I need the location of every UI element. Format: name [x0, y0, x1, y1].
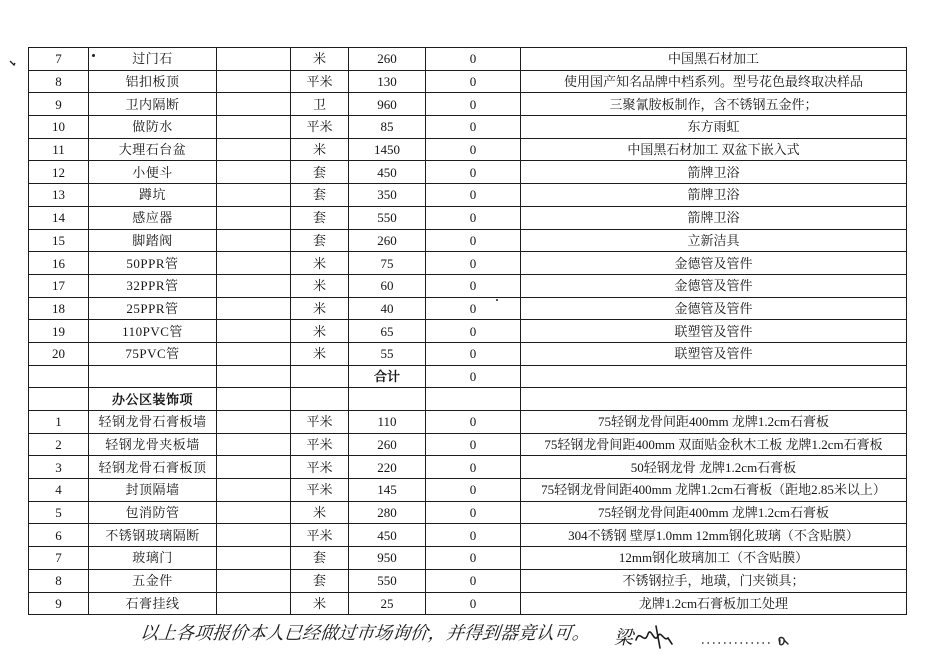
items-upper — [29, 48, 907, 366]
unit-price: 60 — [349, 274, 426, 297]
quantity — [426, 388, 521, 411]
unit: 米 — [291, 297, 349, 320]
unit-price: 220 — [349, 456, 426, 479]
item-name: 卫内隔断 — [89, 93, 217, 116]
unit-price: 280 — [349, 501, 426, 524]
table-row — [29, 411, 907, 434]
unit — [291, 388, 349, 411]
quantity: 0 — [426, 320, 521, 343]
remark: 304不锈钢 壁厚1.0mm 12mm钢化玻璃（不含贴膜） — [521, 524, 907, 547]
spec-cell — [217, 70, 291, 93]
table-row — [29, 161, 907, 184]
spec-cell — [217, 320, 291, 343]
table-row — [29, 93, 907, 116]
row-number: 7 — [29, 547, 89, 570]
remark: 立新洁具 — [521, 229, 907, 252]
unit: 套 — [291, 547, 349, 570]
quantity: 0 — [426, 93, 521, 116]
row-number — [29, 365, 89, 388]
row-number — [29, 388, 89, 411]
unit-price: 260 — [349, 48, 426, 71]
row-number: 5 — [29, 501, 89, 524]
item-name: 感应器 — [89, 206, 217, 229]
remark: 50轻钢龙骨 龙牌1.2cm石膏板 — [521, 456, 907, 479]
spec-cell — [217, 93, 291, 116]
unit: 米 — [291, 274, 349, 297]
spec-cell — [217, 479, 291, 502]
remark: 12mm钢化玻璃加工（不含贴膜） — [521, 547, 907, 570]
remark: 联塑管及管件 — [521, 342, 907, 365]
item-name: 25PPR管 — [89, 297, 217, 320]
item-name: 脚踏阀 — [89, 229, 217, 252]
unit: 平米 — [291, 70, 349, 93]
remark: 75轻钢龙骨间距400mm 龙牌1.2cm石膏板（距地2.85米以上） — [521, 479, 907, 502]
spec-cell — [217, 388, 291, 411]
item-name: 包消防管 — [89, 501, 217, 524]
row-number: 12 — [29, 161, 89, 184]
row-number: 17 — [29, 274, 89, 297]
quantity: 0 — [426, 184, 521, 207]
remark: 75轻钢龙骨间距400mm 龙牌1.2cm石膏板 — [521, 411, 907, 434]
remark: 中国黑石材加工 — [521, 48, 907, 71]
items-office — [29, 411, 907, 615]
signature-text: 梁 — [614, 627, 634, 649]
unit: 米 — [291, 342, 349, 365]
table-row — [29, 252, 907, 275]
table-row — [29, 342, 907, 365]
spec-cell — [217, 592, 291, 615]
quantity: 0 — [426, 116, 521, 139]
row-number: 9 — [29, 93, 89, 116]
table-row — [29, 70, 907, 93]
row-number: 8 — [29, 70, 89, 93]
row-number: 7 — [29, 48, 89, 71]
unit-price: 350 — [349, 184, 426, 207]
remark: 联塑管及管件 — [521, 320, 907, 343]
quantity: 0 — [426, 524, 521, 547]
remark: 东方雨虹 — [521, 116, 907, 139]
table-row — [29, 433, 907, 456]
signature-scribble — [636, 626, 672, 648]
unit-price: 1450 — [349, 138, 426, 161]
item-name: 铝扣板顶 — [89, 70, 217, 93]
remark — [521, 365, 907, 388]
unit-price: 110 — [349, 411, 426, 434]
unit: 套 — [291, 184, 349, 207]
quantity: 0 — [426, 479, 521, 502]
table-row — [29, 547, 907, 570]
unit: 套 — [291, 569, 349, 592]
item-name: 封顶隔墙 — [89, 479, 217, 502]
subtotal-label: 合计 — [349, 365, 426, 388]
unit-price: 450 — [349, 161, 426, 184]
unit: 平米 — [291, 456, 349, 479]
spec-cell — [217, 229, 291, 252]
spec-cell — [217, 569, 291, 592]
item-name: 五金件 — [89, 569, 217, 592]
unit-price: 145 — [349, 479, 426, 502]
table-row — [29, 274, 907, 297]
unit: 套 — [291, 229, 349, 252]
quantity: 0 — [426, 411, 521, 434]
item-name: 轻钢龙骨石膏板顶 — [89, 456, 217, 479]
remark: 75轻钢龙骨间距400mm 双面贴金秋木工板 龙牌1.2cm石膏板 — [521, 433, 907, 456]
item-name: 大理石台盆 — [89, 138, 217, 161]
remark: 箭牌卫浴 — [521, 161, 907, 184]
unit: 平米 — [291, 116, 349, 139]
handwritten-note: 以上各项报价本人已经做过市场询价，并得到器竟认可。 — [138, 623, 592, 644]
spec-cell — [217, 342, 291, 365]
item-name: 玻璃门 — [89, 547, 217, 570]
table-row — [29, 320, 907, 343]
pen-trail-mark — [700, 628, 800, 650]
subtotal-quantity: 0 — [426, 365, 521, 388]
spec-cell — [217, 206, 291, 229]
spec-cell — [217, 48, 291, 71]
table-row — [29, 524, 907, 547]
signature — [612, 620, 684, 654]
quantity: 0 — [426, 70, 521, 93]
unit-price: 40 — [349, 297, 426, 320]
spec-cell — [217, 161, 291, 184]
spec-cell — [217, 252, 291, 275]
row-number: 4 — [29, 479, 89, 502]
unit: 米 — [291, 592, 349, 615]
remark: 箭牌卫浴 — [521, 184, 907, 207]
spec-cell — [217, 138, 291, 161]
item-name: 做防水 — [89, 116, 217, 139]
item-name: 110PVC管 — [89, 320, 217, 343]
quantity: 0 — [426, 501, 521, 524]
unit-price: 65 — [349, 320, 426, 343]
unit-price: 450 — [349, 524, 426, 547]
remark: 箭牌卫浴 — [521, 206, 907, 229]
item-name: 轻钢龙骨石膏板墙 — [89, 411, 217, 434]
quantity: 0 — [426, 252, 521, 275]
subtotal-row — [29, 365, 907, 388]
quantity: 0 — [426, 229, 521, 252]
quantity: 0 — [426, 297, 521, 320]
unit: 平米 — [291, 479, 349, 502]
row-number: 20 — [29, 342, 89, 365]
unit-price: 75 — [349, 252, 426, 275]
row-number: 13 — [29, 184, 89, 207]
unit-price: 55 — [349, 342, 426, 365]
unit: 平米 — [291, 433, 349, 456]
quantity: 0 — [426, 138, 521, 161]
item-name: 过门石 — [89, 48, 217, 71]
quote-table — [28, 47, 907, 615]
unit-price: 25 — [349, 592, 426, 615]
row-number: 3 — [29, 456, 89, 479]
table-row — [29, 229, 907, 252]
quantity: 0 — [426, 274, 521, 297]
unit-price: 85 — [349, 116, 426, 139]
unit: 平米 — [291, 524, 349, 547]
unit-price: 260 — [349, 229, 426, 252]
unit-price: 550 — [349, 569, 426, 592]
row-number: 10 — [29, 116, 89, 139]
remark: 金德管及管件 — [521, 297, 907, 320]
item-name: 石膏挂线 — [89, 592, 217, 615]
quantity: 0 — [426, 569, 521, 592]
unit: 米 — [291, 138, 349, 161]
table-row — [29, 456, 907, 479]
row-number: 6 — [29, 524, 89, 547]
row-number: 15 — [29, 229, 89, 252]
row-number: 1 — [29, 411, 89, 434]
remark: 不锈钢拉手，地璜，门夹锁具； — [521, 569, 907, 592]
spec-cell — [217, 297, 291, 320]
unit-price: 960 — [349, 93, 426, 116]
remark: 中国黑石材加工 双盆下嵌入式 — [521, 138, 907, 161]
spec-cell — [217, 433, 291, 456]
spec-cell — [217, 274, 291, 297]
remark: 三聚氰胺板制作，含不锈钢五金件； — [521, 93, 907, 116]
item-name: 小便斗 — [89, 161, 217, 184]
table-row — [29, 206, 907, 229]
unit-price: 260 — [349, 433, 426, 456]
spec-cell — [217, 524, 291, 547]
item-name: 50PPR管 — [89, 252, 217, 275]
quantity: 0 — [426, 48, 521, 71]
scan-mark-icon — [8, 55, 18, 73]
remark: 使用国产知名品牌中档系列。型号花色最终取决样品 — [521, 70, 907, 93]
row-number: 16 — [29, 252, 89, 275]
quantity: 0 — [426, 547, 521, 570]
row-number: 14 — [29, 206, 89, 229]
unit-price: 550 — [349, 206, 426, 229]
quantity: 0 — [426, 342, 521, 365]
table-row — [29, 569, 907, 592]
spec-cell — [217, 547, 291, 570]
item-name: 轻钢龙骨夹板墙 — [89, 433, 217, 456]
row-number: 9 — [29, 592, 89, 615]
table-row — [29, 48, 907, 71]
remark — [521, 388, 907, 411]
unit: 米 — [291, 501, 349, 524]
table-row — [29, 592, 907, 615]
table-row — [29, 184, 907, 207]
quantity: 0 — [426, 161, 521, 184]
item-name: 32PPR管 — [89, 274, 217, 297]
table-row — [29, 479, 907, 502]
unit: 米 — [291, 48, 349, 71]
table-row — [29, 116, 907, 139]
row-number: 11 — [29, 138, 89, 161]
spec-cell — [217, 184, 291, 207]
unit: 平米 — [291, 411, 349, 434]
unit — [291, 365, 349, 388]
section-title: 办公区装饰项 — [89, 388, 217, 411]
unit: 套 — [291, 161, 349, 184]
unit-price — [349, 388, 426, 411]
unit: 套 — [291, 206, 349, 229]
row-number: 19 — [29, 320, 89, 343]
item-name: 不锈钢玻璃隔断 — [89, 524, 217, 547]
row-number: 2 — [29, 433, 89, 456]
spec-cell — [217, 411, 291, 434]
section-header-row — [29, 388, 907, 411]
spec-cell — [217, 365, 291, 388]
remark: 龙牌1.2cm石膏板加工处理 — [521, 592, 907, 615]
quantity: 0 — [426, 592, 521, 615]
spec-cell — [217, 116, 291, 139]
remark: 金德管及管件 — [521, 274, 907, 297]
quantity: 0 — [426, 433, 521, 456]
table-row — [29, 297, 907, 320]
spec-cell — [217, 501, 291, 524]
unit: 米 — [291, 252, 349, 275]
spec-cell — [217, 456, 291, 479]
item-name: 75PVC管 — [89, 342, 217, 365]
item-name: 蹲坑 — [89, 184, 217, 207]
quantity: 0 — [426, 206, 521, 229]
row-number: 8 — [29, 569, 89, 592]
table-row — [29, 501, 907, 524]
row-number: 18 — [29, 297, 89, 320]
unit: 卫 — [291, 93, 349, 116]
table-row — [29, 138, 907, 161]
remark: 75轻钢龙骨间距400mm 龙牌1.2cm石膏板 — [521, 501, 907, 524]
quantity: 0 — [426, 456, 521, 479]
summary-rows — [29, 365, 907, 410]
unit: 米 — [291, 320, 349, 343]
unit-price: 130 — [349, 70, 426, 93]
unit-price: 950 — [349, 547, 426, 570]
remark: 金德管及管件 — [521, 252, 907, 275]
item-name — [89, 365, 217, 388]
